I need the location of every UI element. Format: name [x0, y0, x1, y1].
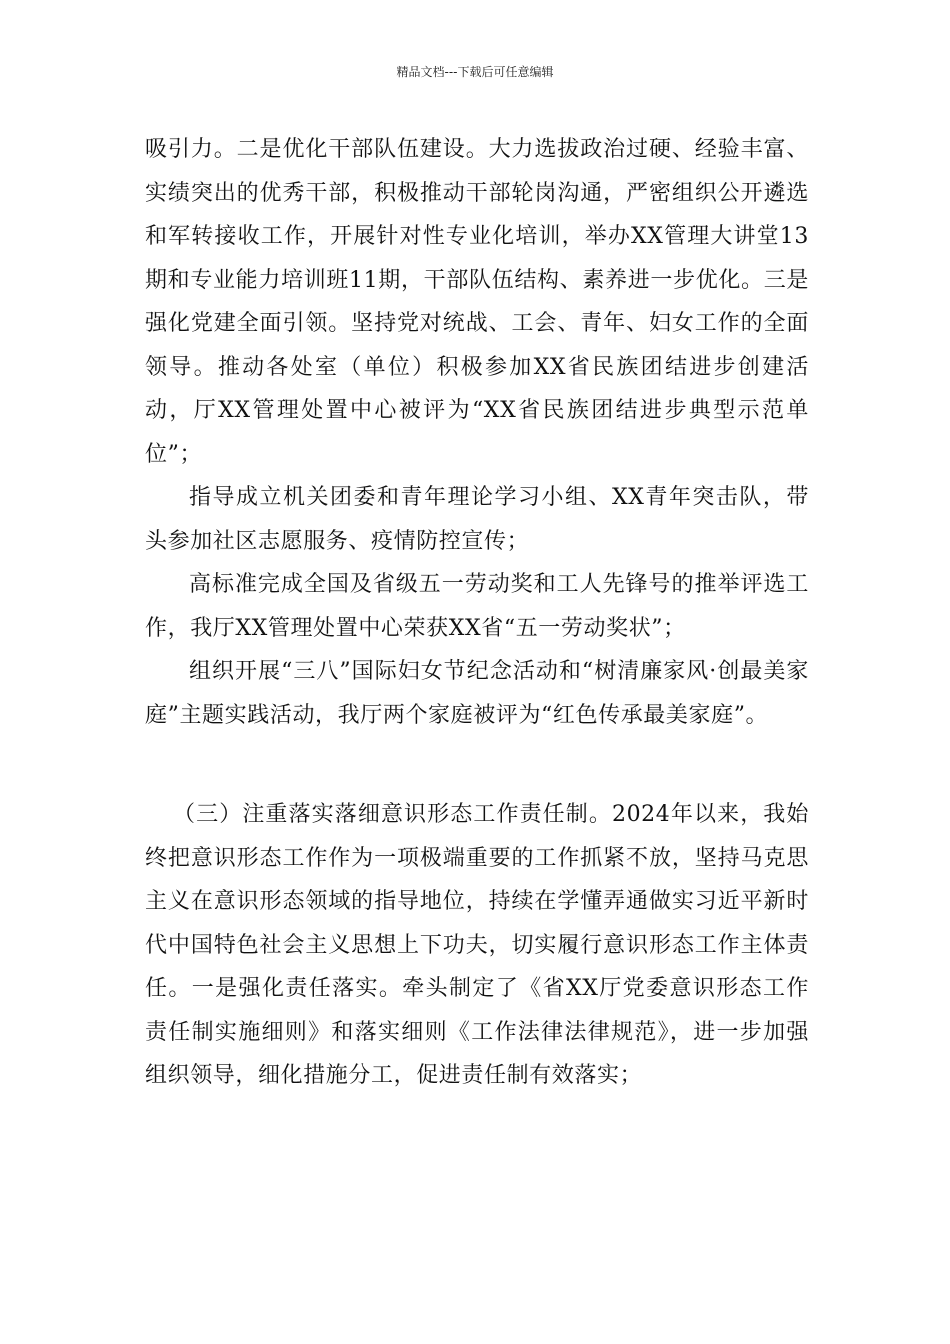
paragraph-labor-award: 高标准完成全国及省级五一劳动奖和工人先锋号的推举评选工作，我厅XX管理处置中心荣获XX省“五一劳动奖状”； [145, 572, 809, 641]
section-spacer [145, 737, 809, 793]
paragraph-womens-day: 组织开展“三八”国际妇女节纪念活动和“树清廉家风·创最美家庭”主题实践活动，我厅两个家庭被评为“红色传承最美家庭”。 [145, 659, 809, 728]
paragraph-ideology-responsibility: （三）注重落实落细意识形态工作责任制。2024年以来，我始终把意识形态工作作为一项极端重要的工作抓紧不放，坚持马克思主义在意识形态领域的指导地位，持续在学懂弄通做实习近平新时代中国特色社会主义思想上下功夫，切实履行意识形态工作主体责任。一是强化责任落实。牵头制定了《省XX厅党委意识形态工作责任制实施细则》和落实细则《工作法律法律规范》，进一步加强组织领导，细化措施分工，促进责任制有效落实； [145, 802, 809, 1088]
paragraph-youth-league: 指导成立机关团委和青年理论学习小组、XX青年突击队，带头参加社区志愿服务、疫情防控宣传； [145, 485, 809, 554]
page-header: 精品文档---下载后可任意编辑 [396, 65, 554, 79]
document-body [145, 128, 809, 1098]
paragraph-party-building-continued: 吸引力。二是优化干部队伍建设。大力选拔政治过硬、经验丰富、实绩突出的优秀干部，积极推动干部轮岗沟通，严密组织公开遴选和军转接收工作，开展针对性专业化培训，举办XX管理大讲堂13期和专业能力培训班11期，干部队伍结构、素养进一步优化。三是强化党建全面引领。坚持党对统战、工会、青年、妇女工作的全面领导。推动各处室（单位）积极参加XX省民族团结进步创建活动，厅XX管理处置中心被评为“XX省民族团结进步典型示范单位”； [145, 137, 809, 467]
